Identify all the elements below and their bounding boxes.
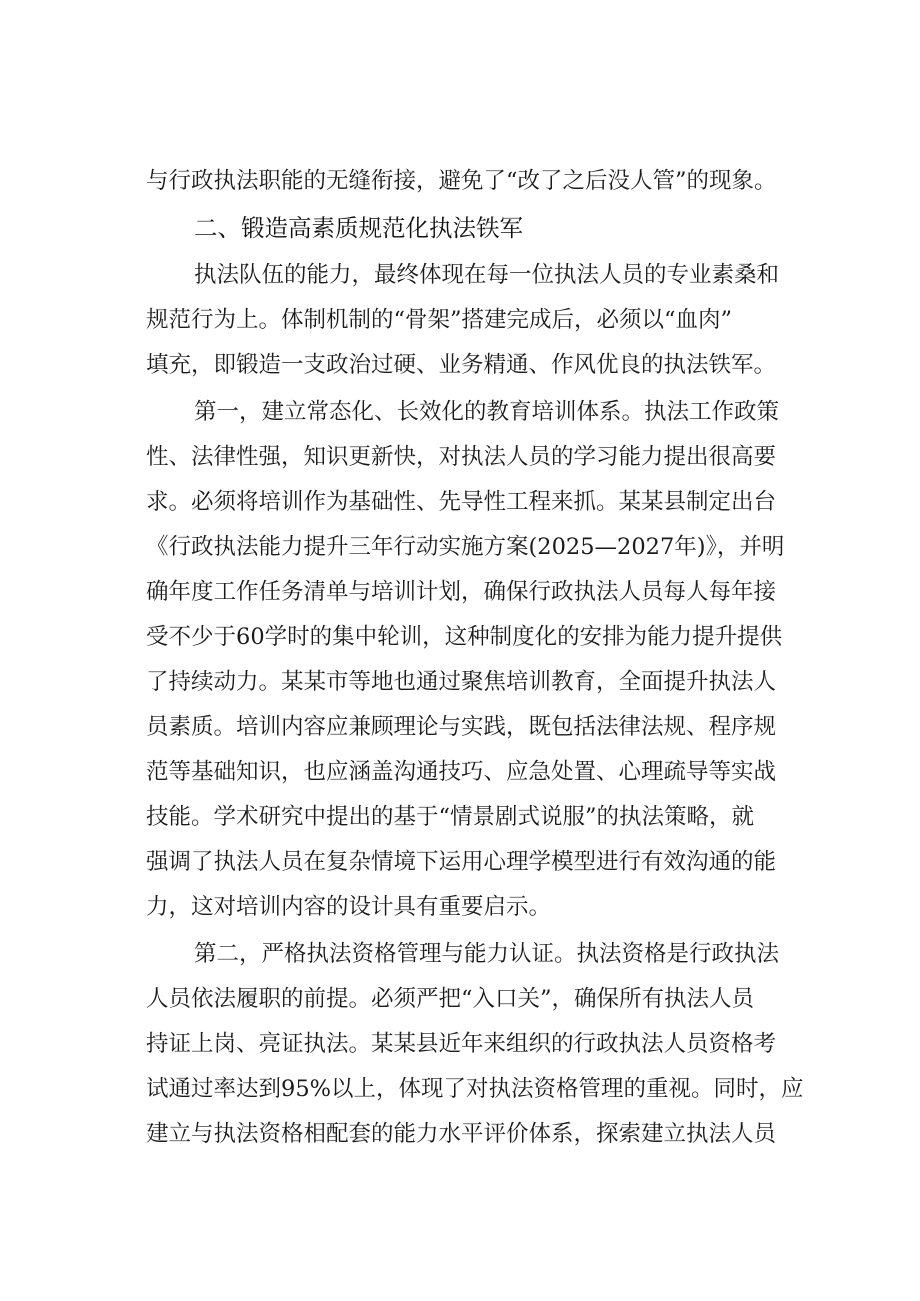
paragraph-2-line-3: 求。必须将培训作为基础性、先导性工程来抓。某某县制定出台 [146, 489, 777, 515]
paragraph-1-line-1: 执法队伍的能力，最终体现在每一位执法人员的专业素桑和 [194, 262, 780, 288]
paragraph-1-line-3: 填充，即锻造一支政治过硬、业务精通、作风优良的执法铁军。 [146, 352, 777, 378]
paragraph-2-line-8: 员素质。培训内容应兼顾理论与实践，既包括法律法规、程序规 [146, 714, 777, 740]
paragraph-2-line-10: 技能。学术研究中提出的基于“情景剧式说服”的执法策略，就 [146, 804, 755, 830]
paragraph-3-line-4: 试通过率达到95%以上，体现了对执法资格管理的重视。同时，应 [146, 1076, 804, 1102]
paragraph-2-line-11: 强调了执法人员在复杂情境下运用心理学模型进行有效沟通的能 [146, 849, 777, 875]
paragraph-2-line-12: 力，这对培训内容的设计具有重要启示。 [146, 894, 552, 920]
paragraph-2-line-4: 《行政执法能力提升三年行动实施方案(2025—2027年)》，并明 [146, 534, 785, 560]
paragraph-1-line-2: 规范行为上。体制机制的“骨架”搭建完成后，必须以“血肉” [146, 307, 733, 333]
paragraph-3-line-5: 建立与执法资格相配套的能力水平评价体系，探索建立执法人员 [146, 1121, 777, 1147]
opening-line: 与行政执法职能的无缝衔接，避免了“改了之后没人管”的现象。 [146, 168, 777, 194]
paragraph-3-line-3: 持证上岗、亮证执法。某某县近年来组织的行政执法人员资格考 [146, 1031, 777, 1057]
section-heading: 二、锻造高素质规范化执法铁军 [194, 214, 523, 242]
paragraph-3-line-2: 人员依法履职的前提。必须严把“入口关”，确保所有执法人员 [146, 986, 755, 1012]
paragraph-2-line-6: 受不少于60学时的集中轮训，这种制度化的安排为能力提升提供 [146, 624, 783, 650]
paragraph-2-line-5: 确年度工作任务清单与培训计划，确保行政执法人员每人每年接 [146, 579, 777, 605]
paragraph-2-line-7: 了持续动力。某某市等地也通过聚焦培训教育，全面提升执法人 [146, 669, 777, 695]
paragraph-2-line-2: 性、法律性强，知识更新快，对执法人员的学习能力提出很高要 [146, 444, 777, 470]
paragraph-2-line-1: 第一，建立常态化、长效化的教育培训体系。执法工作政策 [194, 399, 780, 425]
paragraph-2-line-9: 范等基础知识，也应涵盖沟通技巧、应急处置、心理疏导等实战 [146, 759, 777, 785]
paragraph-3-line-1: 第二，严格执法资格管理与能力认证。执法资格是行政执法 [194, 941, 780, 967]
